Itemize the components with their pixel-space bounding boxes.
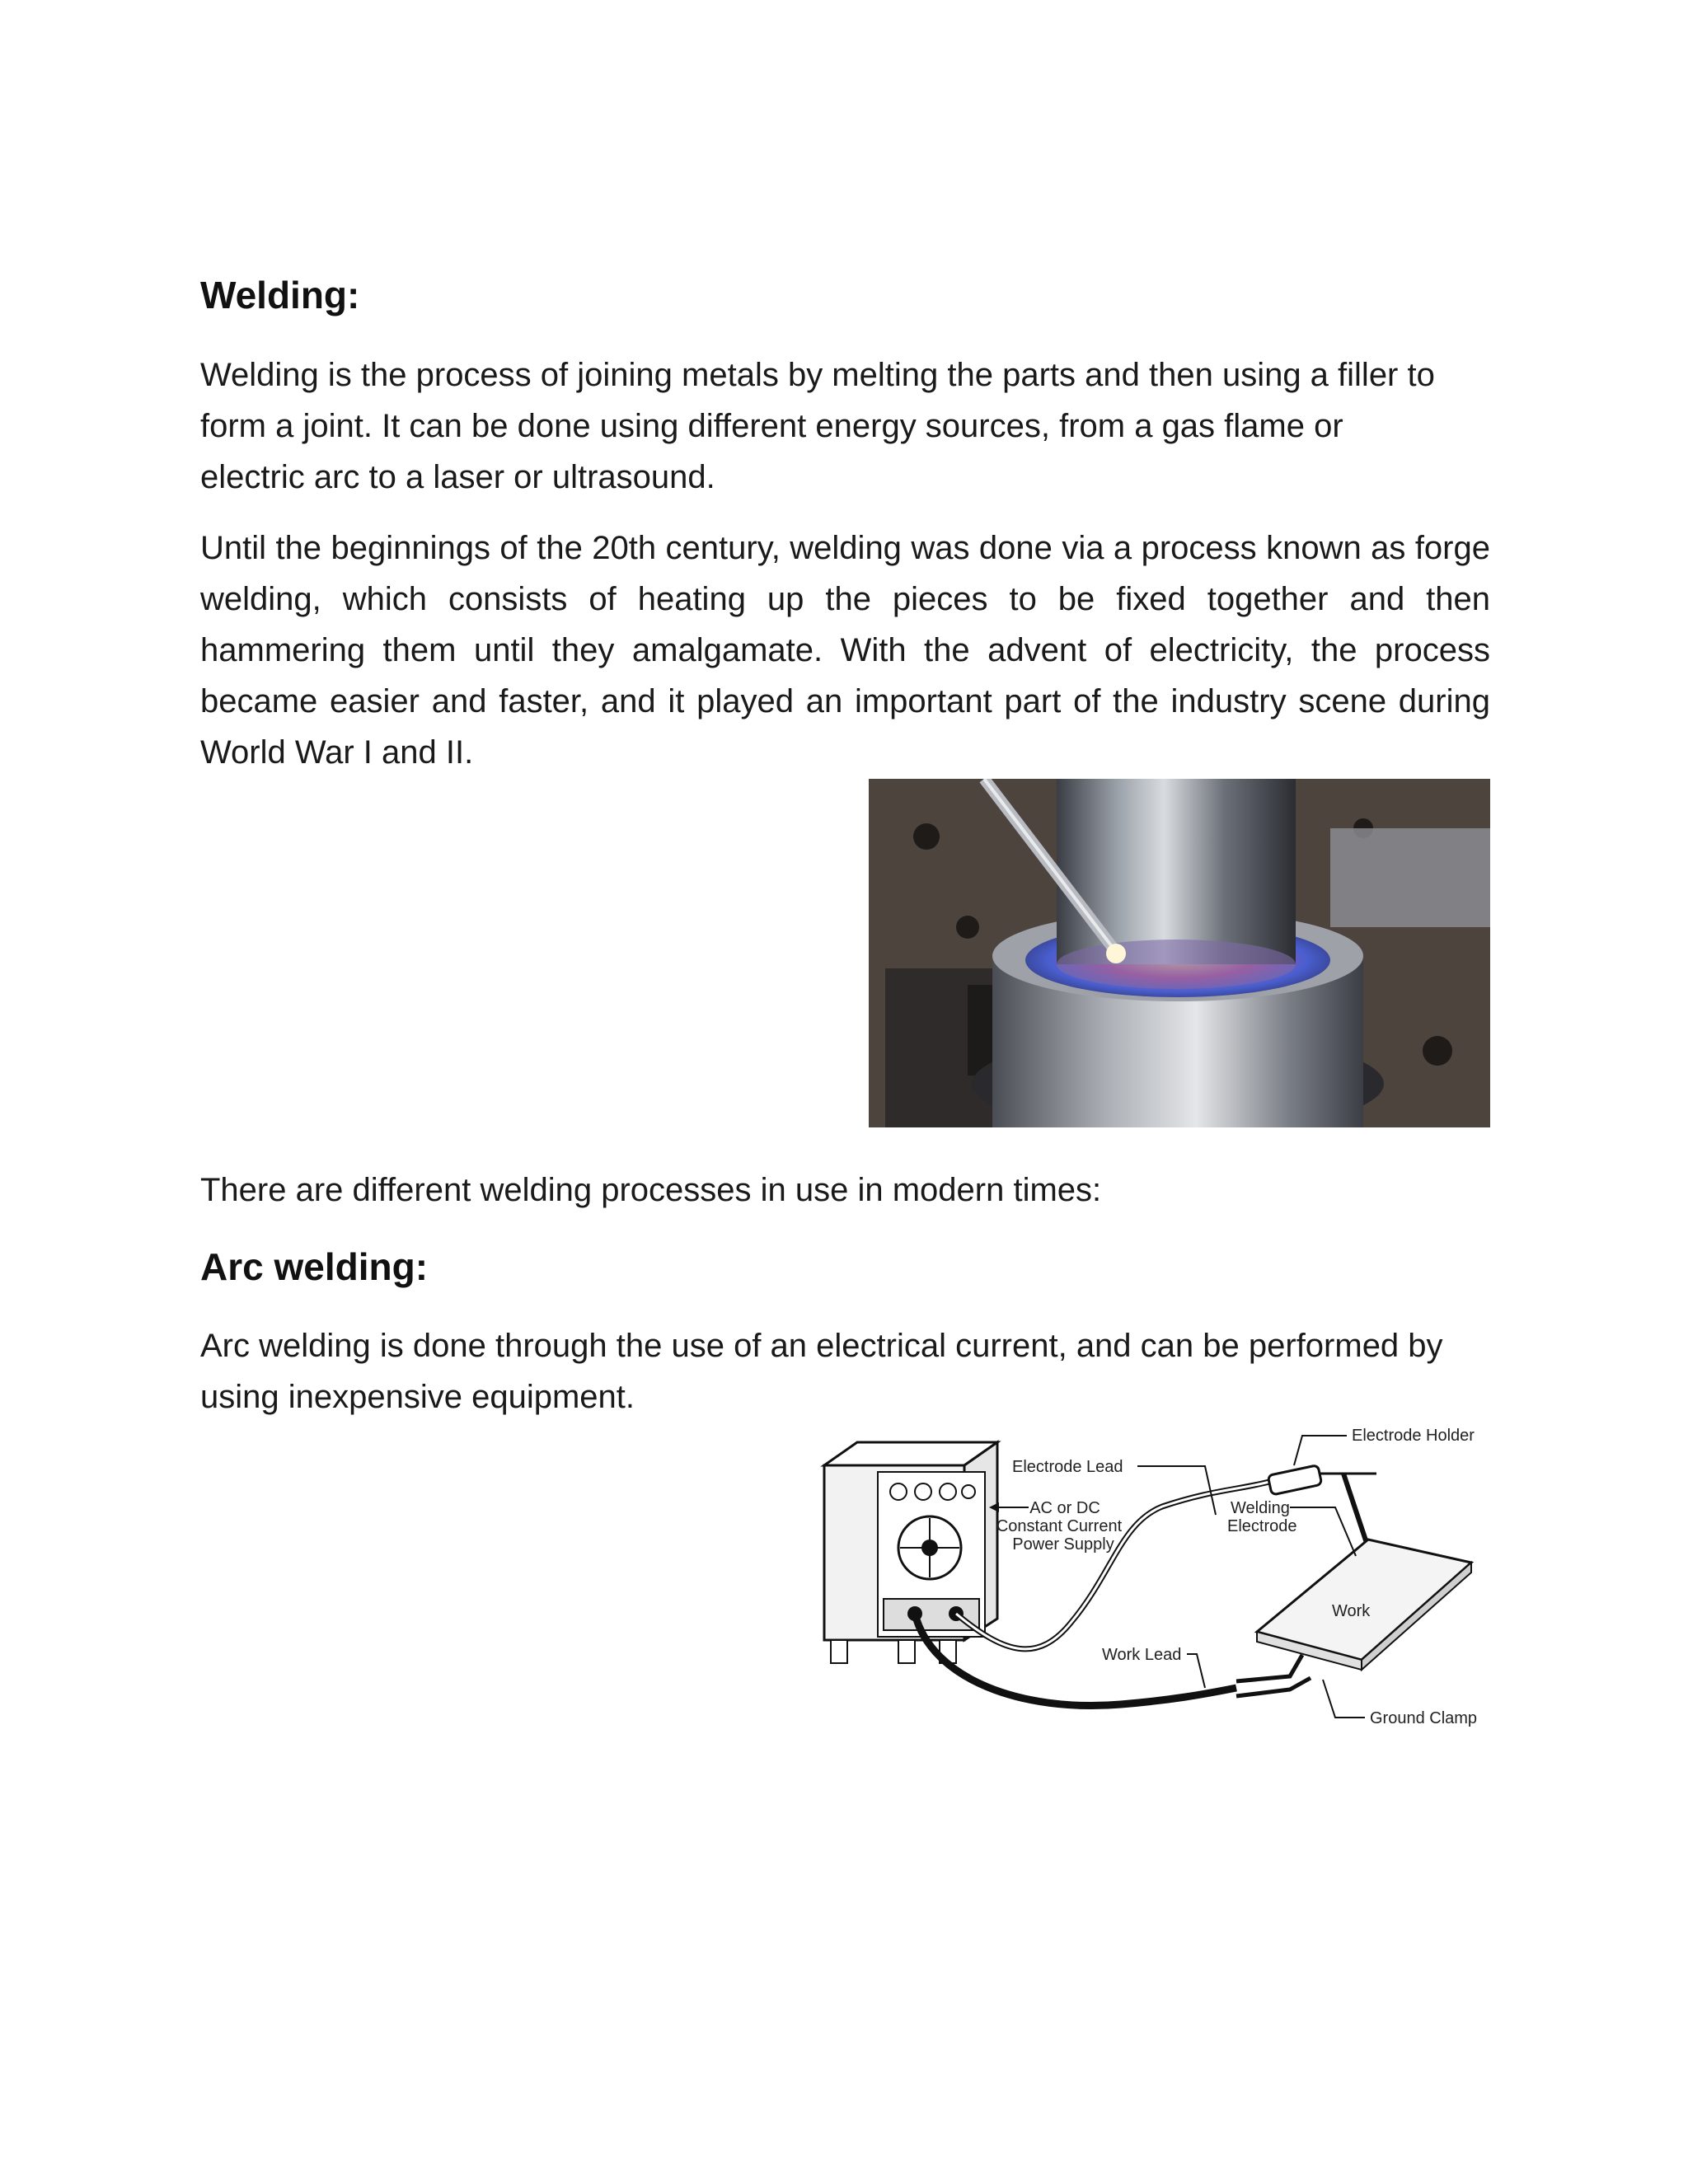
label-work-lead: Work Lead <box>1102 1646 1182 1664</box>
paragraph-processes: There are different welding processes in use in modern times: <box>200 1172 1102 1208</box>
label-constant-current: Constant Current <box>996 1517 1123 1535</box>
label-electrode-lead: Electrode Lead <box>1012 1458 1123 1476</box>
heading-arc-welding: Arc welding: <box>200 1245 429 1288</box>
welding-photo <box>869 779 1490 1127</box>
paragraph-arc: Arc welding is done through the use of an electrical current, and can be performed by using inexpensive equipment. <box>200 1328 1443 1415</box>
paragraph-history: Until the beginnings of the 20th century, welding was done via a process known as forge welding, which consists of heating up the pieces to be fixed together and then hammering them until they amalgamate. With the advent of electricity, the process became easier and faster, and it played an important part of the industry scene during World War I and II. <box>200 530 1490 771</box>
label-ac-dc: AC or DC <box>1029 1499 1100 1517</box>
heading-welding: Welding: <box>200 274 360 316</box>
label-power-supply: Power Supply <box>1012 1535 1114 1554</box>
label-ground-clamp: Ground Clamp <box>1370 1709 1478 1727</box>
arc-welding-diagram <box>808 1416 1500 1737</box>
label-electrode-holder: Electrode Holder <box>1352 1427 1475 1445</box>
paragraph-intro: Welding is the process of joining metals by melting the parts and then using a filler to form a joint. It can be done using different energy sources, from a gas flame or electric arc to a laser or ultrasound. <box>200 357 1435 495</box>
label-work: Work <box>1332 1602 1371 1620</box>
label-welding: Welding <box>1231 1499 1290 1517</box>
power-supply-unit <box>824 1442 997 1663</box>
label-electrode: Electrode <box>1227 1517 1297 1535</box>
